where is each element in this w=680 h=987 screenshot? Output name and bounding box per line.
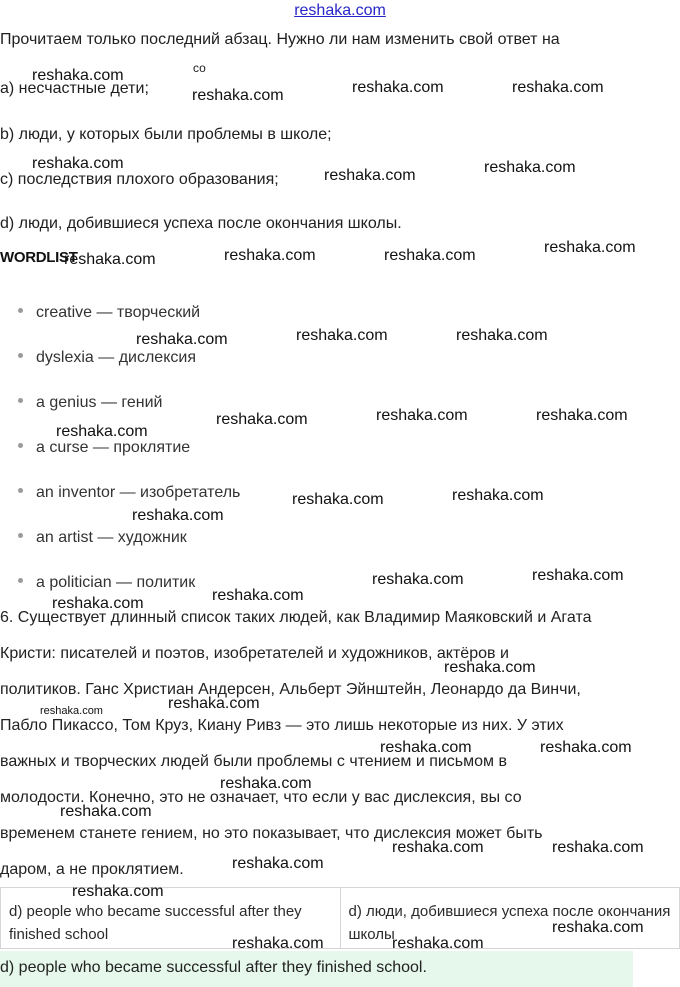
watermark: reshaka.com [540,739,632,756]
watermark: reshaka.com [296,327,388,344]
wordlist-item [18,304,200,322]
watermark: reshaka.com [536,407,628,424]
watermark: reshaka.com [40,705,103,717]
watermark: reshaka.com [552,839,644,856]
watermark: reshaka.com [484,159,576,176]
watermark: reshaka.com [452,487,544,504]
watermark: reshaka.com [376,407,468,424]
watermark: reshaka.com [352,79,444,96]
watermark: reshaka.com [372,571,464,588]
watermark: reshaka.com [192,87,284,104]
watermark: reshaka.com [220,775,312,792]
bullet-icon [18,308,23,313]
wordlist-item-text: a genius — гений [36,394,163,411]
watermark: reshaka.com [224,247,316,264]
bullet-icon [18,353,23,358]
paragraph6-line: политиков. Ганс Христиан Андерсен, Альберт Эйнштейн, Леонардо да Винчи, [0,681,581,698]
question-intro: Прочитаем только последний абзац. Нужно ли нам изменить свой ответ на [0,31,560,48]
watermark: reshaka.com [52,595,144,612]
watermark: reshaka.com [324,167,416,184]
paragraph6-line: даром, а не проклятием. [0,861,184,878]
watermark: reshaka.com [392,935,484,952]
watermark: reshaka.com [544,239,636,256]
watermark: reshaka.com [64,251,156,268]
table-cell-russian: d) люди, добившиеся успеха после окончания школы [340,888,680,949]
paragraph6-line: Пабло Пикассо, Том Круз, Киану Ривз — это лишь некоторые из них. У этих [0,717,564,734]
paragraph6-line: временем станете гением, но это показывает, что дислексия может быть [0,825,543,842]
option-c: c) последствия плохого образования; [0,171,279,188]
paragraph6-line: важных и творческих людей были проблемы с чтением и письмом в [0,753,507,770]
wordlist-item-text: an artist — художник [36,529,187,546]
watermark: reshaka.com [60,803,152,820]
watermark: reshaka.com [552,919,644,936]
table-cell-english: d) people who became successful after they finished school [1,888,341,949]
bullet-icon [18,533,23,538]
watermark: reshaka.com [232,855,324,872]
bullet-icon [18,398,23,403]
wordlist-item [18,394,162,412]
wordlist-item [18,529,187,547]
wordlist-item-text: an inventor — изобретатель [36,484,241,501]
watermark: reshaka.com [212,587,304,604]
wordlist-item [18,439,190,457]
bullet-icon [18,443,23,448]
wordlist-item-text: a politician — политик [36,574,196,591]
wordlist-item-text: creative — творческий [36,304,201,321]
watermark: reshaka.com [444,659,536,676]
option-a: a) несчастные дети; [0,80,149,97]
watermark: reshaka.com [72,883,164,900]
watermark: reshaka.com [384,247,476,264]
paragraph6-line: Кристи: писателей и поэтов, изобретателей и художников, актёров и [0,645,509,662]
wordlist-title: WORDLIST [0,249,78,266]
watermark: reshaka.com [232,935,324,952]
watermark: reshaka.com [380,739,472,756]
wordlist-item-text: a curse — проклятие [36,439,191,456]
watermark: reshaka.com [136,331,228,348]
question-partial-text: со [193,64,206,72]
watermark: reshaka.com [168,695,260,712]
watermark: reshaka.com [216,411,308,428]
wordlist-item-text: dyslexia — дислексия [36,349,196,366]
option-b: b) люди, у которых были проблемы в школе; [0,126,332,143]
watermark: reshaka.com [512,79,604,96]
paragraph6-line: молодости. Конечно, это не означает, что если у вас дислексия, вы со [0,789,522,806]
watermark: reshaka.com [56,423,148,440]
watermark: reshaka.com [456,327,548,344]
bullet-icon [18,578,23,583]
watermark: reshaka.com [32,155,124,172]
paragraph6-line: 6. Существует длинный список таких людей, как Владимир Маяковский и Агата [0,609,592,626]
site-link[interactable]: reshaka.com [294,2,386,19]
watermark: reshaka.com [392,839,484,856]
wordlist-item [18,484,240,502]
answer-text: d) people who became successful after they finished school. [0,959,427,976]
option-d: d) люди, добившиеся успеха после окончания школы. [0,215,402,232]
watermark: reshaka.com [132,507,224,524]
answer-highlight [0,951,633,987]
watermark: reshaka.com [32,67,124,84]
wordlist-item [18,574,195,592]
watermark: reshaka.com [292,491,384,508]
watermark: reshaka.com [532,567,624,584]
wordlist-item [18,349,196,367]
bullet-icon [18,488,23,493]
